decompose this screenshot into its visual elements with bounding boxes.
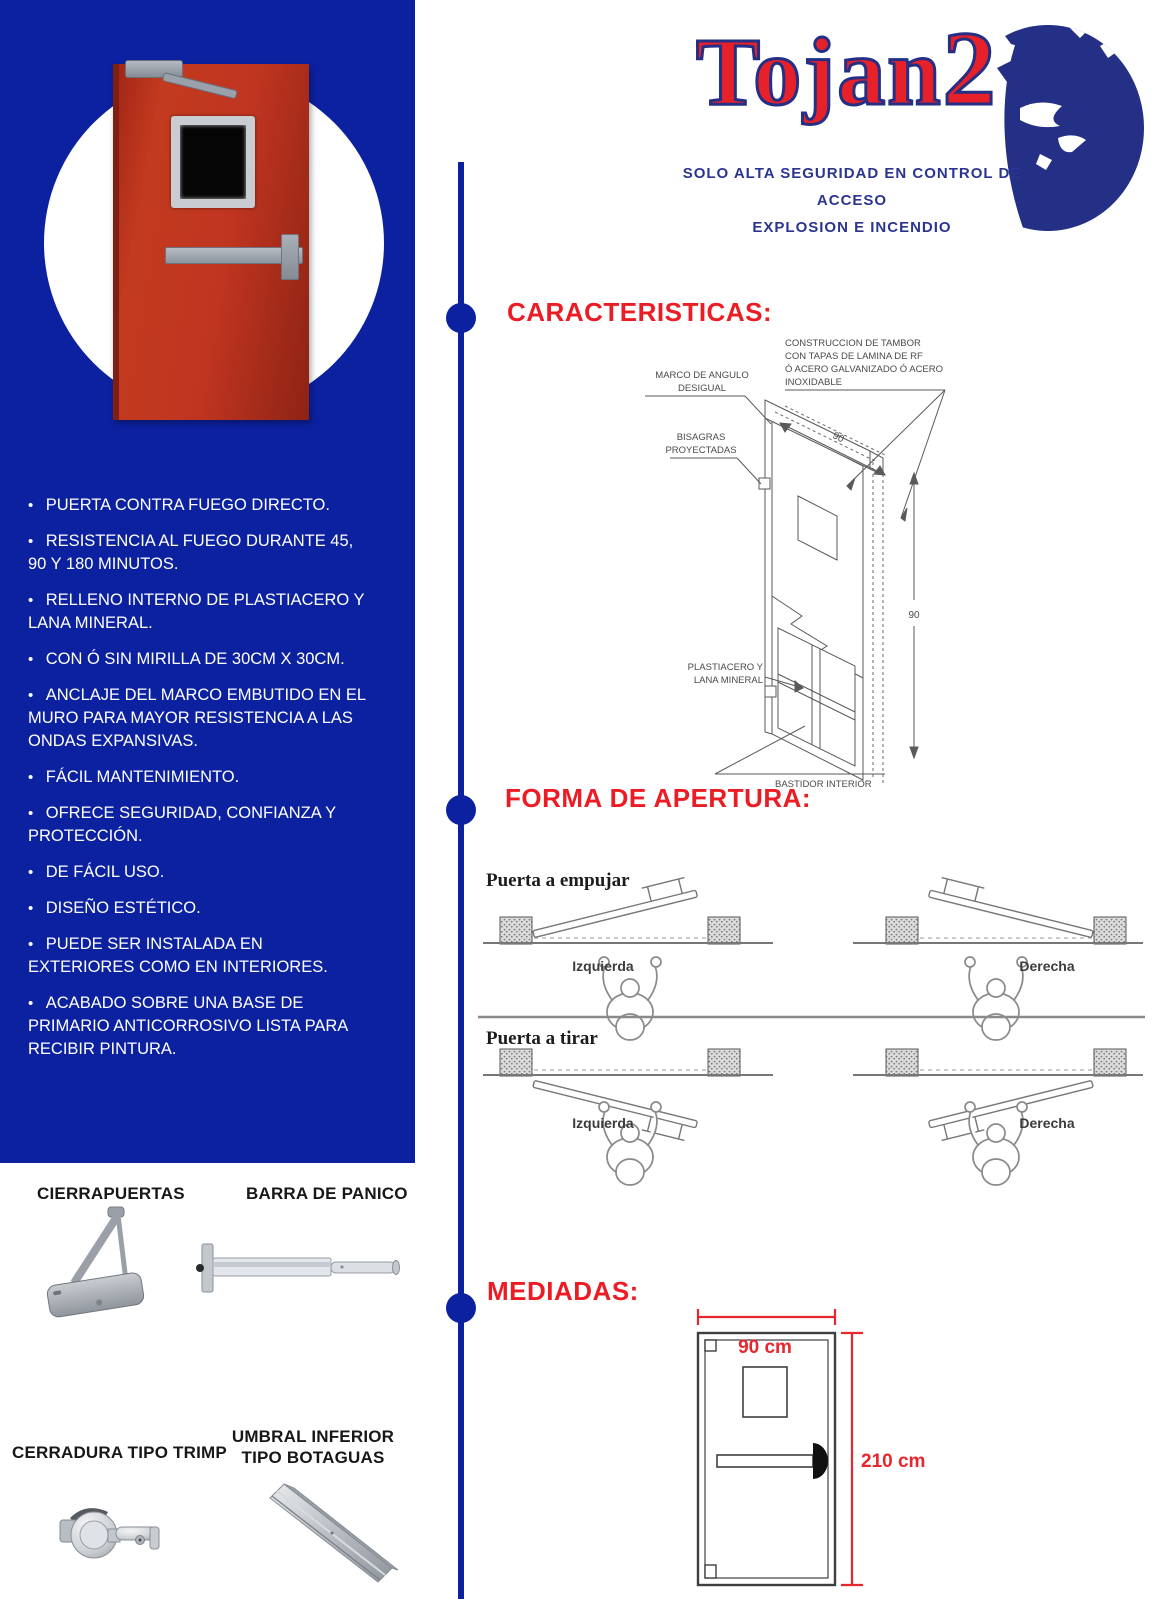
label-bisagras-line2: PROYECTADAS: [665, 445, 737, 456]
dim-door-width: 90: [830, 430, 846, 446]
brand-title: Tojan2: [696, 10, 998, 127]
feature-item: • RESISTENCIA AL FUEGO DURANTE 45, 90 Y 180 MINUTOS.: [28, 530, 373, 576]
door-construction-diagram: [615, 328, 965, 790]
lever-lock-image: [52, 1490, 167, 1575]
dimensions-diagram: [685, 1295, 985, 1595]
dim-door-height: 90: [908, 610, 920, 621]
diagram-push-right: [853, 876, 1143, 1040]
brand-tagline: [652, 160, 1052, 241]
label-construccion-line2: CON TAPAS DE LAMINA DE RF: [785, 351, 923, 362]
height-dimension: 210 cm: [861, 1451, 926, 1472]
label-cierrapuertas: CIERRAPUERTAS: [37, 1184, 185, 1203]
feature-list: [28, 494, 373, 1074]
door-closer-arm-icon: [162, 72, 238, 99]
label-construccion-line3: Ó ACERO GALVANIZADO Ó ACERO: [785, 364, 944, 375]
panic-bar-image: [192, 1238, 407, 1298]
feature-item: • RELLENO INTERNO DE PLASTIACERO Y LANA MINERAL.: [28, 589, 373, 635]
feature-item: • OFRECE SEGURIDAD, CONFIANZA Y PROTECCIÓN.: [28, 802, 373, 848]
label-marco-line2: DESIGUAL: [677, 383, 727, 394]
label-barra-panico: BARRA DE PANICO: [246, 1184, 408, 1203]
label-cerradura-trimp: CERRADURA TIPO TRIMP: [12, 1443, 227, 1462]
timeline-rule: [458, 162, 464, 1599]
panic-bar-mount: [281, 234, 299, 280]
width-dimension: 90 cm: [738, 1337, 792, 1358]
feature-item: • CON Ó SIN MIRILLA DE 30CM X 30CM.: [28, 648, 373, 671]
pull-right-label: Derecha: [1019, 1115, 1075, 1131]
timeline-dot-caracteristicas: [446, 303, 476, 333]
feature-item: • PUERTA CONTRA FUEGO DIRECTO.: [28, 494, 373, 517]
pull-left-label: Izquierda: [572, 1115, 634, 1131]
door-window: [171, 116, 255, 208]
feature-item: • DE FÁCIL USO.: [28, 861, 373, 884]
tagline-line-1: SOLO ALTA SEGURIDAD EN CONTROL DE ACCESO: [682, 165, 1022, 209]
diagram-pull-right: [853, 1049, 1143, 1185]
timeline-dot-apertura: [446, 795, 476, 825]
label-umbral-botaguas: UMBRAL INFERIOR TIPO BOTAGUAS: [231, 1427, 395, 1467]
opening-direction-diagrams: [478, 858, 1148, 1188]
push-left-label: Izquierda: [572, 958, 634, 974]
push-title: Puerta a empujar: [486, 870, 630, 891]
door-closer-image: [38, 1203, 158, 1328]
label-plastiacero-line2: LANA MINERAL: [693, 675, 763, 686]
label-plastiacero-line1: PLASTIACERO Y: [687, 662, 763, 673]
label-bastidor: BASTIDOR INTERIOR: [775, 779, 872, 790]
feature-item: • ANCLAJE DEL MARCO EMBUTIDO EN EL MURO PARA MAYOR RESISTENCIA A LAS ONDAS EXPANSIVAS.: [28, 684, 373, 753]
heading-caracteristicas: CARACTERISTICAS:: [507, 297, 773, 327]
fire-door-photo: [113, 64, 309, 420]
feature-item: • DISEÑO ESTÉTICO.: [28, 897, 373, 920]
label-construccion-line4: INOXIDABLE: [785, 377, 843, 388]
heading-forma-apertura: FORMA DE APERTURA:: [505, 783, 812, 813]
feature-item: • FÁCIL MANTENIMIENTO.: [28, 766, 373, 789]
push-right-label: Derecha: [1019, 958, 1075, 974]
label-bisagras-line1: BISAGRAS: [676, 432, 726, 443]
feature-item: • ACABADO SOBRE UNA BASE DE PRIMARIO ANTICORROSIVO LISTA PARA RECIBIR PINTURA.: [28, 992, 373, 1061]
tagline-line-2: EXPLOSION E INCENDIO: [752, 219, 952, 236]
heading-medidas: MEDIADAS:: [487, 1276, 639, 1306]
label-marco-line1: MARCO DE ANGULO: [655, 370, 749, 381]
pull-title: Puerta a tirar: [486, 1028, 598, 1049]
threshold-image: [260, 1476, 400, 1591]
label-construccion-line1: CONSTRUCCION DE TAMBOR: [785, 338, 921, 349]
left-blue-panel: [0, 0, 415, 1163]
timeline-dot-medidas: [446, 1293, 476, 1323]
feature-item: • PUEDE SER INSTALADA EN EXTERIORES COMO EN INTERIORES.: [28, 933, 373, 979]
brand-logo: [668, 10, 1148, 236]
